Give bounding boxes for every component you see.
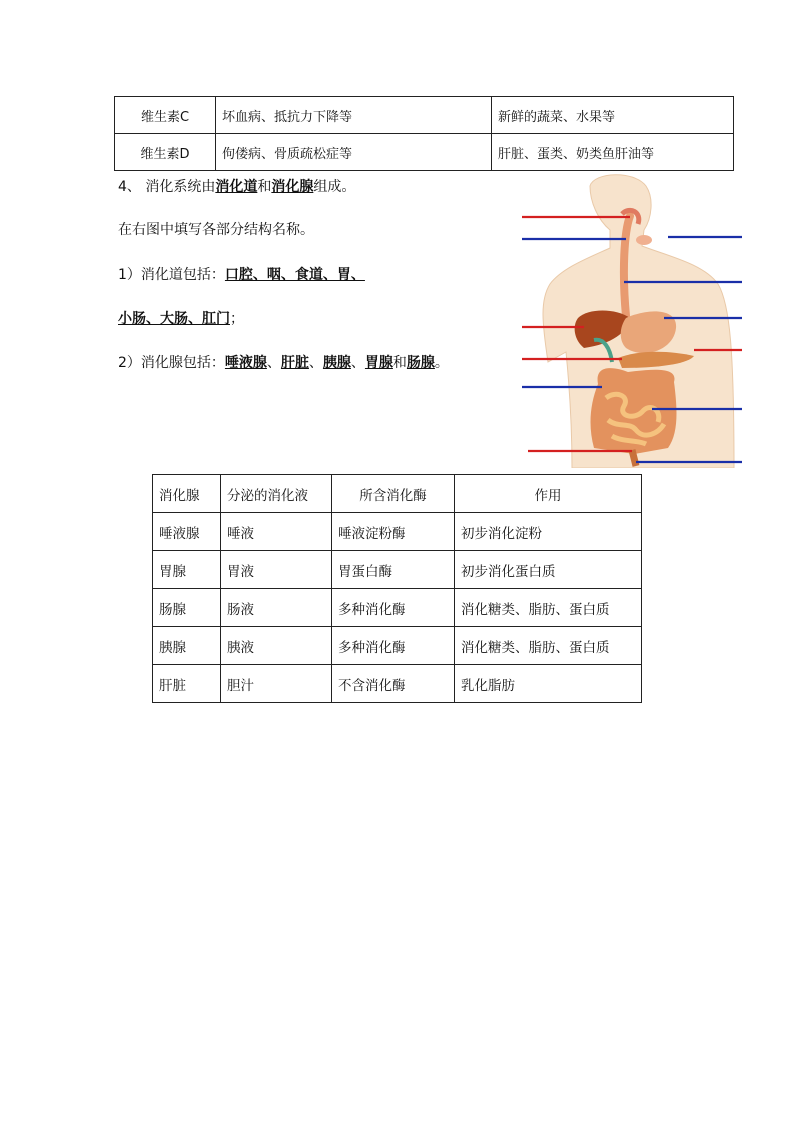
- column-header: 作用: [455, 475, 642, 513]
- section4-heading: 4、 消化系统由消化道和消化腺组成。: [118, 179, 356, 195]
- table-header-row: [153, 475, 642, 513]
- table-cell: 胃蛋白酶: [332, 551, 455, 589]
- table-cell: 不含消化酶: [332, 665, 455, 703]
- table-cell: 肝脏: [153, 665, 221, 703]
- table-row: [153, 627, 642, 665]
- table-cell: 消化糖类、脂肪、蛋白质: [455, 589, 642, 627]
- digestive-system-diagram: [518, 172, 742, 468]
- deficiency-cell: 坏血病、抵抗力下降等: [216, 97, 492, 134]
- table-cell: 肠液: [221, 589, 332, 627]
- vitamin-name: 维生素D: [115, 134, 216, 171]
- instruction-text: 在右图中填写各部分结构名称。: [118, 222, 314, 238]
- table-cell: 初步消化蛋白质: [455, 551, 642, 589]
- column-header: 分泌的消化液: [221, 475, 332, 513]
- answer: 消化道: [215, 179, 258, 195]
- answer: 胰腺: [322, 355, 351, 371]
- digestive-tract-line: 1）消化道包括：口腔、咽、食道、胃、: [118, 267, 365, 283]
- column-header: 消化腺: [153, 475, 221, 513]
- answer: 消化腺: [271, 179, 314, 195]
- digestive-tract-line-cont: 小肠、大肠、肛门；: [118, 311, 244, 327]
- digestive-glands-table: [152, 474, 642, 703]
- table-cell: 乳化脂肪: [455, 665, 642, 703]
- table-cell: 唾液淀粉酶: [332, 513, 455, 551]
- table-row: [153, 513, 642, 551]
- table-cell: 唾液腺: [153, 513, 221, 551]
- table-cell: 胃腺: [153, 551, 221, 589]
- answer: 唾液腺: [224, 355, 267, 371]
- table-cell: 多种消化酶: [332, 627, 455, 665]
- table-row: [153, 589, 642, 627]
- table-row: [115, 97, 734, 134]
- answer: 口腔、咽、食道、胃、: [224, 267, 365, 283]
- answer: 小肠、大肠、肛门: [118, 311, 230, 327]
- table-cell: 肠腺: [153, 589, 221, 627]
- table-cell: 胆汁: [221, 665, 332, 703]
- answer: 肝脏: [280, 355, 309, 371]
- table-row: [153, 551, 642, 589]
- table-cell: 初步消化淀粉: [455, 513, 642, 551]
- vitamin-name: 维生素C: [115, 97, 216, 134]
- rectum-shape: [632, 450, 636, 466]
- deficiency-cell: 佝偻病、骨质疏松症等: [216, 134, 492, 171]
- column-header: 所含消化酶: [332, 475, 455, 513]
- table-row: [115, 134, 734, 171]
- table-row: [153, 665, 642, 703]
- answer: 肠腺: [406, 355, 435, 371]
- table-cell: 胃液: [221, 551, 332, 589]
- answer: 胃腺: [364, 355, 393, 371]
- digestive-glands-line: 2）消化腺包括：唾液腺、肝脏、胰腺、胃腺和肠腺。: [118, 355, 449, 371]
- table-cell: 多种消化酶: [332, 589, 455, 627]
- salivary-gland-shape: [636, 235, 652, 245]
- vitamin-table: [114, 96, 734, 171]
- table-cell: 唾液: [221, 513, 332, 551]
- source-cell: 肝脏、蛋类、奶类鱼肝油等: [492, 134, 734, 171]
- source-cell: 新鲜的蔬菜、水果等: [492, 97, 734, 134]
- table-cell: 消化糖类、脂肪、蛋白质: [455, 627, 642, 665]
- table-cell: 胰腺: [153, 627, 221, 665]
- table-cell: 胰液: [221, 627, 332, 665]
